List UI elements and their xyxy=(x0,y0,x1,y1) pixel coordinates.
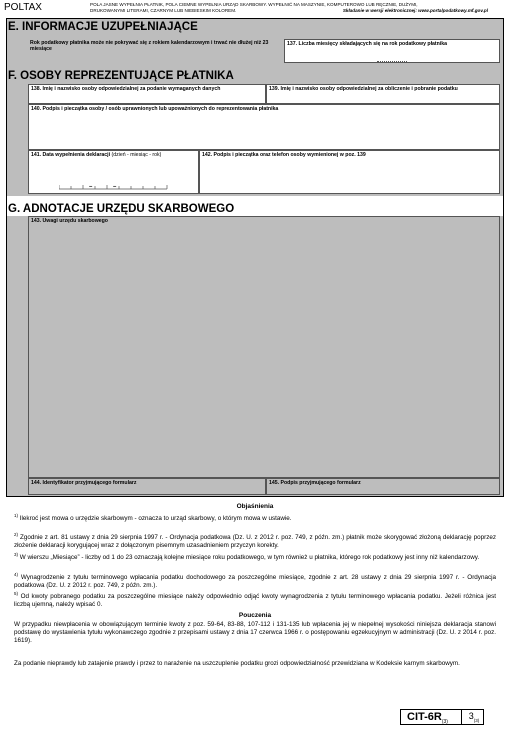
date-comb-input[interactable] xyxy=(59,181,169,191)
instruction-2: Za podanie nieprawdy lub zatajenie prawdy i przez to narażenie na uszczuplenie podatku grozi odpowiedzialność przewidziana w Kodeksie karnym skarbowym. xyxy=(14,660,460,667)
field-144[interactable]: 144. Identyfikator przyjmującego formularz xyxy=(28,478,266,495)
form-id-box xyxy=(400,709,484,725)
note-1: $^{1)}$ Ilekroć jest mowa o urzędzie skarbowym - oznacza to urząd skarbowy, o którym mowa w ustawie. xyxy=(14,513,292,523)
field-137[interactable]: 137. Liczba miesięcy składających się na rok podatkowy płatnika xyxy=(284,39,500,63)
field-143[interactable]: 143. Uwagi urzędu skarbowego xyxy=(28,216,500,478)
note-3: $^{3)}$ W wierszu „Miesiące” - liczby od 1 do 23 oznaczają kolejne miesiące roku podatkowego, w tym również u płatnika, którego rok podatkowy jest inny niż kalendarzowy. xyxy=(14,552,480,562)
svg-text:–: – xyxy=(89,184,93,190)
field-138[interactable]: 138. Imię i nazwisko osoby odpowiedzialnej za podanie wymaganych danych xyxy=(28,84,266,104)
field-139[interactable]: 139. Imię i nazwisko osoby odpowiedzialnej za obliczenie i pobranie podatku xyxy=(266,84,500,104)
section-g-title: G. ADNOTACJE URZĘDU SKARBOWEGO xyxy=(8,203,235,215)
section-e-title: E. INFORMACJE UZUPEŁNIAJĄCE xyxy=(8,21,198,33)
section-f-title: F. OSOBY REPREZENTUJĄCE PŁATNIKA xyxy=(8,70,234,82)
instructions-title: Pouczenia xyxy=(238,612,272,619)
page-number: $3_{(3)}$ xyxy=(461,709,486,725)
note-5: $^{5)}$ Od kwoty pobranego podatku za poszczególne miesiące należy odpowiednio odjąć kwoty wynagrodzenia z tytułu terminowego wpłacania podatku. Jeżeli różnica jest liczbą ujemną, należy wpisać 0. xyxy=(14,591,497,609)
form-code: CIT-$6R_{(3)}$ xyxy=(407,711,448,726)
field-142[interactable]: 142. Podpis i pieczątka oraz telefon osoby wymienionej w poz. 139 xyxy=(199,150,500,194)
note-2: $^{2)}$ Zgodnie z art. 81 ustawy z dnia 29 sierpnia 1997 r. - Ordynacja podatkowa (Dz. U. z 2012 r. poz. 749, z późn. zm.) płatnik może skorygować złożoną deklarację poprzez złożenie deklaracji korygującej wraz z dołączonym pisemnym uzasadnieniem przyczyn korekty. xyxy=(14,532,496,550)
field-140[interactable]: 140. Podpis i pieczątka osoby / osób uprawnionych lub upoważnionych do reprezentowania płatnika xyxy=(28,104,500,150)
section-e-info: Rok podatkowy płatnika może nie pokrywać się z rokiem kalendarzowym i trwać nie dłużej niż 23 miesiące xyxy=(30,40,269,52)
note-4: $^{4)}$ Wynagrodzenie z tytułu terminowego wpłacania podatku dochodowego za poszczególne miesiące, zgodnie z art. 28 ustawy z dnia 29 sierpnia 1997 r. - Ordynacja podatkowa (Dz. U. z 2012 r. poz. 749, z późn. zm.). xyxy=(14,572,496,590)
explanations-title: Objaśnienia xyxy=(236,503,274,510)
field-145[interactable]: 145. Podpis przyjmującego formularz xyxy=(266,478,500,495)
field-137-input[interactable] xyxy=(377,53,407,62)
field-141[interactable]: 141. Data wypełnienia deklaracji (dzień - miesiąc - rok) – – xyxy=(28,150,199,194)
brand-logo: POLTAX xyxy=(4,2,42,13)
svg-text:–: – xyxy=(113,184,117,190)
header-instructions: POLA JASNE WYPEŁNIA PŁATNIK, POLA CIEMNE WYPEŁNIA URZĄD SKARBOWY. WYPEŁNIĆ NA MASZYNIE, KOMPUTEROWO LUB RĘCZNIE, DUŻYMI, DRUKOWANYMI LITERAMI, CZARNYM LUB NIEBIESKIM KOLOREM. Składanie w wersji elektronicznej: www.portalpodatkowy.mf.gov.pl xyxy=(90,2,488,13)
instruction-1: W przypadku niewpłacenia w obowiązującym terminie kwoty z poz. 59-64, 83-88, 107-112 i 131-135 lub wpłacenia jej w niepełnej wysokości niniejsza deklaracja stanowi podstawę do wystawienia tytułu wykonawczego zgodnie z przepisami ustawy z dnia 17 czerwca 1966 r. o postępowaniu egzekucyjnym w administracji (Dz. U. z 2014 r. poz. 1619). xyxy=(14,621,496,644)
